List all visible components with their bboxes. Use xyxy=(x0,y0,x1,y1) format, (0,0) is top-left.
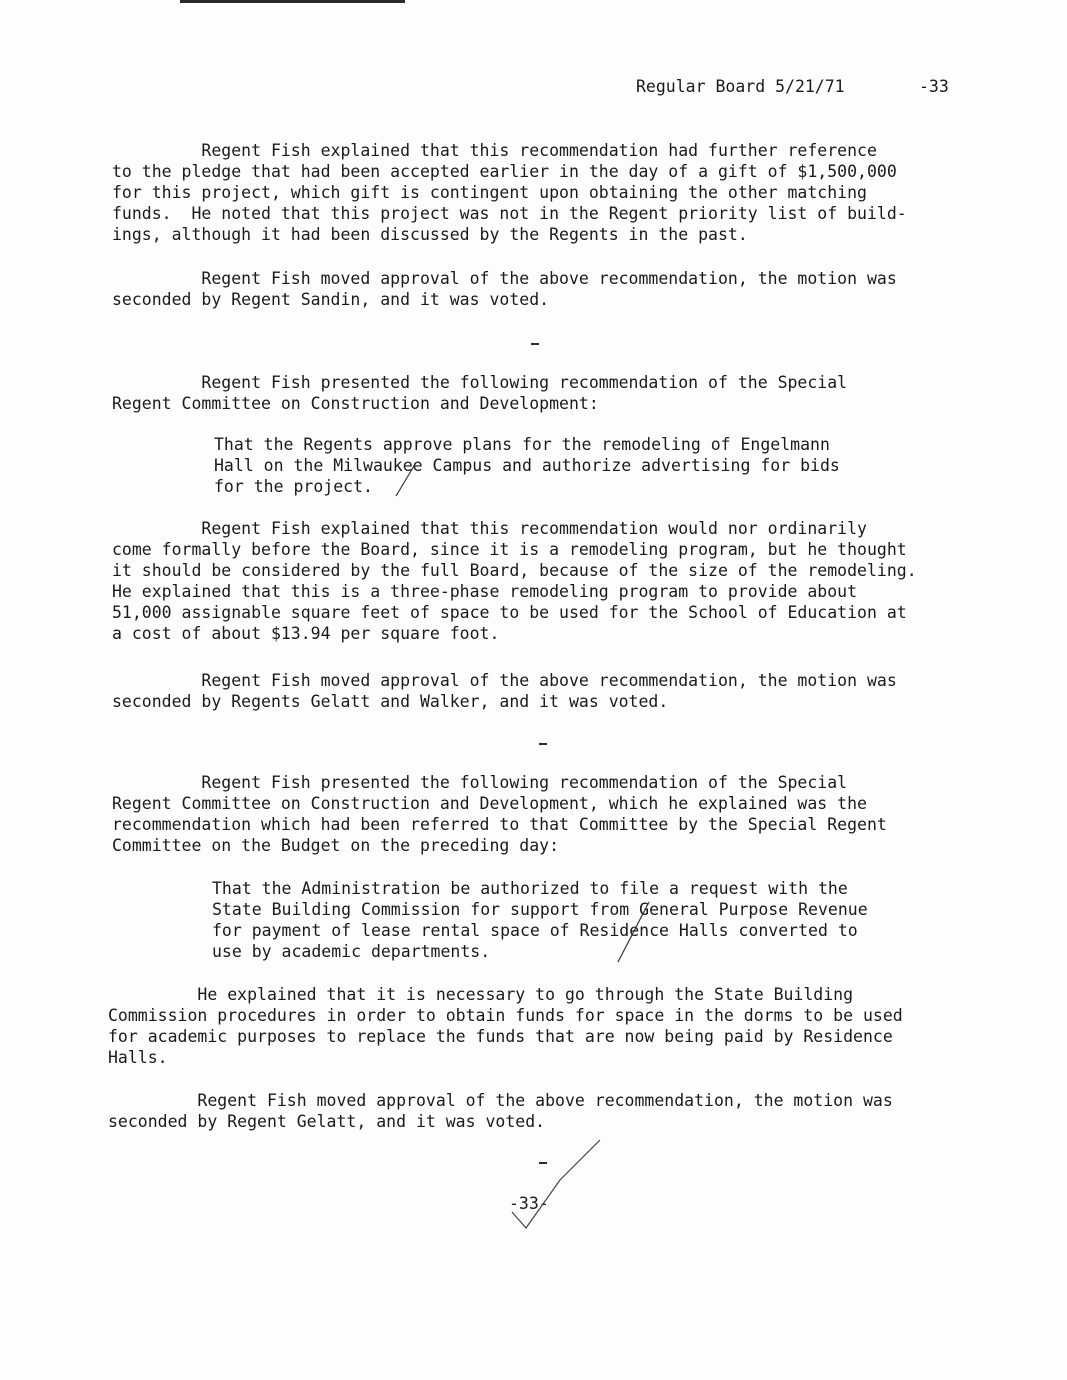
text-line: Regent Fish moved approval of the above recommendation, the motion was xyxy=(108,1091,893,1110)
text-line: use by academic departments. xyxy=(212,942,491,961)
page-header xyxy=(636,77,956,96)
paragraph-motion-gelatt-walker xyxy=(112,670,962,712)
text-line: for this project, which gift is contingent upon obtaining the other matching xyxy=(112,183,867,202)
section-separator xyxy=(539,1162,547,1164)
text-line: come formally before the Board, since it is a remodeling program, but he thought xyxy=(112,540,907,559)
paragraph-motion-sandin xyxy=(112,268,962,310)
paragraph-motion-gelatt xyxy=(108,1090,958,1132)
text-line: funds. He noted that this project was not in the Regent priority list of build- xyxy=(112,204,907,223)
section-separator xyxy=(539,743,547,745)
text-line: Halls. xyxy=(108,1048,168,1067)
text-line: Hall on the Milwaukee Campus and authorize advertising for bids xyxy=(214,456,840,475)
text-line: Regent Fish moved approval of the above recommendation, the motion was xyxy=(112,671,897,690)
text-line: for the project. xyxy=(214,477,373,496)
text-line: it should be considered by the full Board, because of the size of the remodeling. xyxy=(112,561,917,580)
text-line: seconded by Regents Gelatt and Walker, and it was voted. xyxy=(112,692,669,711)
text-line: to the pledge that had been accepted earlier in the day of a gift of $1,500,000 xyxy=(112,162,897,181)
page-number-footer: -33- xyxy=(509,1194,549,1213)
paragraph-building-commission xyxy=(108,984,958,1068)
paragraph-recommendation-engelmann xyxy=(112,372,962,414)
checkmark-icon xyxy=(512,1140,600,1228)
text-line: Regent Committee on Construction and Development, which he explained was the xyxy=(112,794,867,813)
section-separator xyxy=(531,343,539,345)
text-line: seconded by Regent Gelatt, and it was voted. xyxy=(108,1112,546,1131)
text-line: He explained that it is necessary to go through the State Building xyxy=(108,985,854,1004)
top-edge-rule xyxy=(180,0,405,3)
header-page-ref: -33 xyxy=(919,77,949,96)
text-line: State Building Commission for support from General Purpose Revenue xyxy=(212,900,868,919)
text-line: for payment of lease rental space of Residence Halls converted to xyxy=(212,921,858,940)
text-line: Regent Fish explained that this recommendation would nor ordinarily xyxy=(112,519,867,538)
text-line: Committee on the Budget on the preceding day: xyxy=(112,836,560,855)
meeting-label: Regular Board 5/21/71 xyxy=(636,77,845,96)
resolution-engelmann-hall xyxy=(214,434,914,497)
text-line: 51,000 assignable square feet of space to be used for the School of Education at xyxy=(112,603,907,622)
text-line: for academic purposes to replace the funds that are now being paid by Residence xyxy=(108,1027,893,1046)
text-line: ings, although it had been discussed by the Regents in the past. xyxy=(112,225,748,244)
text-line: a cost of about $13.94 per square foot. xyxy=(112,624,500,643)
paragraph-gift-pledge xyxy=(112,140,962,245)
text-line: Regent Fish presented the following recommendation of the Special xyxy=(112,373,848,392)
text-line: seconded by Regent Sandin, and it was voted. xyxy=(112,290,550,309)
resolution-lease-rental xyxy=(212,878,912,962)
text-line: Regent Committee on Construction and Development: xyxy=(112,394,599,413)
text-line: Regent Fish moved approval of the above recommendation, the motion was xyxy=(112,269,897,288)
text-line: recommendation which had been referred to that Committee by the Special Regent xyxy=(112,815,887,834)
paragraph-recommendation-lease xyxy=(112,772,962,856)
text-line: Regent Fish presented the following recommendation of the Special xyxy=(112,773,848,792)
text-line: Regent Fish explained that this recommendation had further reference xyxy=(112,141,877,160)
text-line: He explained that this is a three-phase remodeling program to provide about xyxy=(112,582,858,601)
text-line: That the Administration be authorized to file a request with the xyxy=(212,879,848,898)
text-line: That the Regents approve plans for the remodeling of Engelmann xyxy=(214,435,830,454)
paragraph-remodeling-explanation xyxy=(112,518,962,644)
text-line: Commission procedures in order to obtain funds for space in the dorms to be used xyxy=(108,1006,903,1025)
